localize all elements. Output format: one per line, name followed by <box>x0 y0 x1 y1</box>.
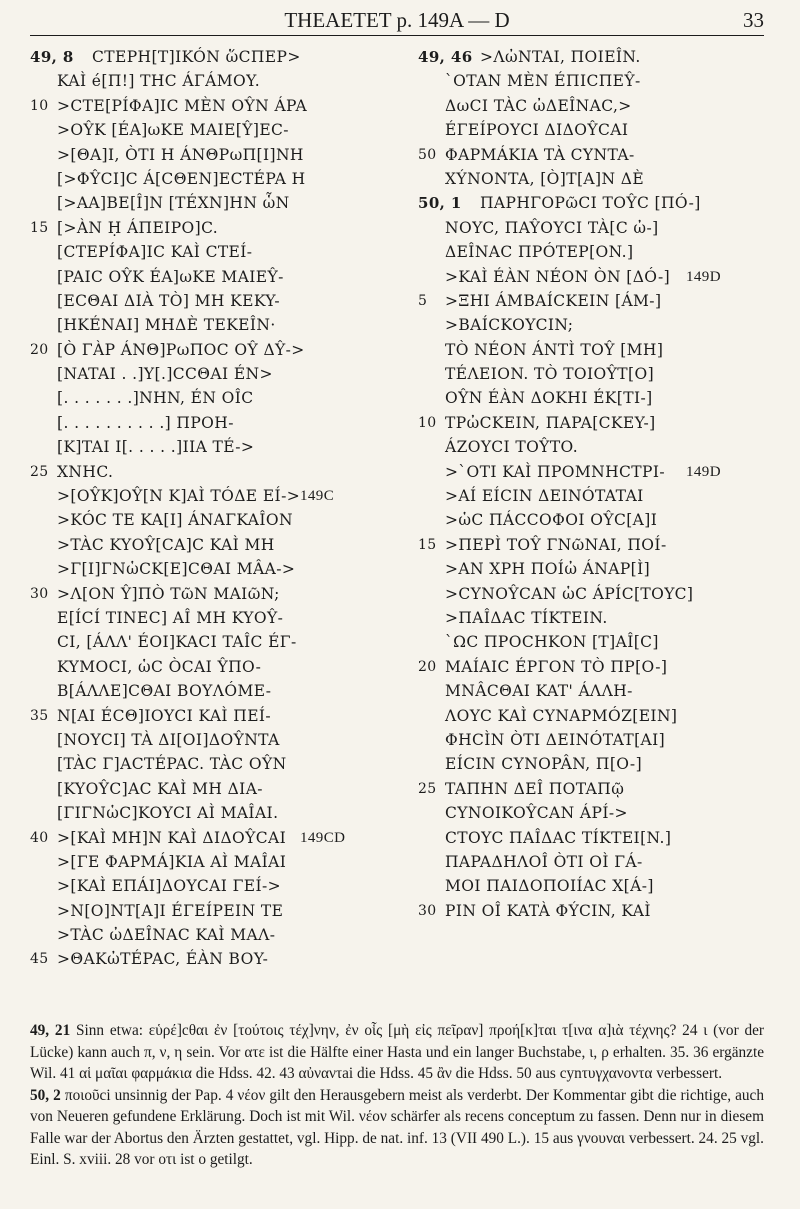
text-line <box>418 143 754 167</box>
apparatus-note <box>30 1020 764 1085</box>
line-text: [HKÉNAI] MHΔÈ TEKEÎN· <box>57 316 276 335</box>
line-text: >ΠEPÌ TOŶ ΓNῶNAI, ΠOÍ- <box>445 535 667 554</box>
line-text: ΦHCÌN ÒTI ΔEINÓTAT[AI] <box>445 730 666 749</box>
line-text: ÁZOYCI TOŶTO. <box>445 438 579 457</box>
text-line <box>418 69 754 93</box>
line-text: CI, [ÁΛΛ' ÉOI]KACI TAÎC ÉΓ- <box>57 633 297 652</box>
text-line <box>30 923 366 947</box>
line-text: [PAIC OŶK ÉA]ωKE MAIEŶ- <box>57 267 284 286</box>
text-line <box>30 508 366 532</box>
line-number: 40 <box>30 829 49 846</box>
line-number: 49, 46 <box>418 48 473 66</box>
text-line <box>418 240 754 264</box>
text-line <box>30 655 366 679</box>
note-reference: 50, 2 <box>30 1086 65 1104</box>
text-line <box>418 265 754 289</box>
line-text: ΠAPAΔHΛOÎ ÒTI OÌ ΓÁ- <box>445 852 643 871</box>
page-number: 33 <box>743 8 764 32</box>
text-line <box>30 386 366 410</box>
text-line <box>30 216 366 240</box>
text-line <box>30 826 366 850</box>
line-text: EÍCIN CYNOPÂN, Π[O-] <box>445 755 643 774</box>
running-title: THEAETET p. 149A — D <box>284 8 510 32</box>
text-line <box>30 850 366 874</box>
text-line <box>418 94 754 118</box>
line-text: >ΘAKὠTÉPAC, ÉÀN BOY- <box>57 950 269 969</box>
line-text: CTEPH[T]IKÓN ὥCΠEP> <box>92 48 301 66</box>
note-text: Sinn etwa: εὑρέ]cθαι ἐν [τούτοις τέχ]νην, ἐν οἷς [μὴ εἰς πεῖραν] προή[κ]ται τ[ινα α]ιὰ τέχνης? 24 ι (vor der Lücke) kann auch π, ν, η sein. Vor ατε ist die Hälfte einer Hasta und ein langer Buchstabe, ι, ρ erhalten. 35. 36 ergänzte Wil. 41 αἱ μαῖαι φαρμάκια die Hdss. 42. 43 αὐναντai die Hdss. 45 ἂν die Hdss. 50 aus cynτυγχανοντα verbessert. <box>30 1022 764 1082</box>
text-line <box>418 460 754 484</box>
text-line <box>418 313 754 337</box>
line-text: CYNOIKOŶCAN ÁPÍ-> <box>445 804 628 823</box>
text-line <box>418 679 754 703</box>
line-text: >TÀC KYOŶ[CA]C KAÌ MH <box>57 535 275 554</box>
stephanus-reference: 149CD <box>300 829 346 846</box>
text-line <box>30 582 366 606</box>
text-line <box>418 484 754 508</box>
note-reference: 49, 21 <box>30 1022 77 1039</box>
line-text: N[AI ÉCΘ]IOYCI KAÌ ΠEÍ- <box>57 706 272 725</box>
line-number: 50, 1 <box>418 194 462 213</box>
text-line <box>30 240 366 264</box>
text-line <box>418 533 754 557</box>
line-number: 30 <box>30 585 49 602</box>
line-text: MAÍAIC ÉPΓON TÒ ΠP[O-] <box>445 657 668 676</box>
line-text: [. . . . . . .]NHN, ÉN OÎC <box>57 389 254 408</box>
line-text: [NATAI . .]Y[.]CCΘAI ÉN> <box>57 365 273 384</box>
line-text: >KÓC TE KA[I] ÁNAΓKAÎON <box>57 511 293 530</box>
line-text: CTOYC ΠAÎΔAC TÍKTEI[N.] <box>445 828 672 847</box>
line-number: 50 <box>418 146 437 163</box>
text-line <box>30 533 366 557</box>
line-text: XNHC. <box>57 462 114 481</box>
line-text: >[KAÌ MH]N KAÌ ΔIΔOŶCAI <box>57 828 287 847</box>
line-text: ˋOTAN MÈN ÉΠICΠEŶ- <box>445 72 641 91</box>
line-text: >Λ[ON Ŷ]ΠÒ TῶN MAIῶN; <box>57 584 280 603</box>
line-text: >[ΘA]I, ÒTI H ÁNΘPωΠ[I]NH <box>57 145 304 164</box>
line-text: >[KAÌ EΠÁI]ΔOYCAI ΓEÍ-> <box>57 877 282 896</box>
text-line <box>418 704 754 728</box>
text-line <box>418 411 754 435</box>
papyrus-column-right <box>418 45 754 923</box>
line-text: OŶN ÉÀN ΔOKHI ÉK[TI-] <box>445 389 653 408</box>
line-text: ΛOYC KAÌ CYNAPMÓZ[EIN] <box>445 706 678 725</box>
line-text: >ˋOTI KAÌ ΠPOMNHCTPI- <box>445 462 666 481</box>
text-line <box>30 289 366 313</box>
line-text: [>ÀN Ḥ ÁΠEIPO]C. <box>57 218 219 237</box>
line-text: >OŶK [ÉA]ωKE MAIE[Ŷ]EC- <box>57 121 289 140</box>
line-text: >N[O]NT[A]I ÉΓEÍPEIN TE <box>57 901 284 920</box>
text-line <box>30 947 366 971</box>
text-line <box>30 704 366 728</box>
apparatus-note <box>30 1085 764 1171</box>
line-text: B[ÁΛΛE]CΘAI BOYΛÓME- <box>57 682 272 701</box>
text-line <box>30 484 366 508</box>
line-number: 15 <box>418 536 437 553</box>
text-line <box>30 752 366 776</box>
text-line <box>30 899 366 923</box>
line-number: 49, 8 <box>30 48 74 66</box>
line-number: 20 <box>418 658 437 675</box>
line-number: 25 <box>30 463 49 480</box>
stephanus-reference: 149D <box>686 268 721 285</box>
text-line <box>30 630 366 654</box>
line-text: [>AA]BE[Î]N [TÉXN]HN ὧN <box>57 194 290 213</box>
line-text: KAÌ é[Π!] THC ÁΓÁMOY. <box>57 72 261 91</box>
line-text: ΠAPHΓOPῶCI TOŶC [ΠÓ-] <box>480 194 701 213</box>
critical-apparatus <box>30 1020 764 1171</box>
line-text: NOYC, ΠAŶOYCI TÀ[C ὠ-] <box>445 218 659 237</box>
text-line <box>30 557 366 581</box>
line-text: [K]TAI I[. . . . .]IIA TÉ-> <box>57 438 255 457</box>
text-line <box>418 508 754 532</box>
text-line <box>30 265 366 289</box>
text-line <box>418 118 754 142</box>
text-line <box>418 386 754 410</box>
text-line <box>418 655 754 679</box>
line-text: TÒ NÉON ÁNTÌ TOŶ [MH] <box>445 340 664 359</box>
line-text: ˋΩC ΠPOCHKON [T]AÎ[C] <box>445 633 659 652</box>
line-text: TÉΛEION. TÒ TOIOŶT[O] <box>445 365 655 384</box>
line-text: >BAÍCKOYCIN; <box>445 316 574 335</box>
text-line <box>30 411 366 435</box>
text-line <box>418 728 754 752</box>
line-text: >ΞHI ÁMBAÍCKEIN [ÁM-] <box>445 291 662 310</box>
line-text: >ΛὠNTAI, ΠOIEÎN. <box>480 48 641 66</box>
text-line <box>30 94 366 118</box>
line-number: 15 <box>30 219 49 236</box>
line-text: [TÀC Γ]ACTÉPAC. TÀC OŶN <box>57 755 287 774</box>
text-line <box>30 435 366 459</box>
line-number: 45 <box>30 951 49 968</box>
note-text: ποιοῦci unsinnig der Pap. 4 νέον gilt den Herausgebern meist als verderbt. Der Kommentar gibt die richtige, auch von Neueren gefundene Erklärung. Doch ist mit Wil. νέον schärfer als recens conceptum zu fassen. Denn nur in diesem Falle war der Abortus den Ärzten gestattet, vgl. Hipp. de nat. inf. 13 (VII 490 L.). 15 aus γνουναι verbessert. 24. 25 vgl. Einl. S. xviii. 28 vor οτι ist ο getilgt. <box>30 1086 764 1168</box>
text-line <box>418 289 754 313</box>
line-text: PIN OÎ KATÀ ΦÝCIN, KAÌ <box>445 901 651 920</box>
line-number: 10 <box>418 414 437 431</box>
line-text: ÉΓEÍPOYCI ΔIΔOŶCAI <box>445 121 629 140</box>
line-text: [NOYCI] TÀ ΔI[OI]ΔOŶNTA <box>57 730 280 749</box>
line-text: [ΓIΓNὡC]KOYCI AÌ MAÎAI. <box>57 804 279 823</box>
line-number: 35 <box>30 707 49 724</box>
papyrus-column-left <box>30 45 366 972</box>
line-text: Ε[ÍCÍ TINEC] AÎ MH KYOŶ- <box>57 608 284 627</box>
line-text: >ΠAÎΔAC TÍKTEIN. <box>445 608 608 627</box>
text-line <box>30 460 366 484</box>
text-line <box>418 557 754 581</box>
line-text: ΔEÎNAC ΠPÓTEP[ON.] <box>445 243 634 262</box>
text-line <box>418 45 754 69</box>
header-rule <box>30 35 764 36</box>
text-line <box>418 801 754 825</box>
line-text: [. . . . . . . . . .] ΠPOH- <box>57 413 234 432</box>
line-text: TAΠHN ΔEÎ ΠOTAΠῷ <box>445 779 625 798</box>
stephanus-reference: 149D <box>686 463 721 480</box>
line-text: ΦAPMÁKIA TÀ CYNTA- <box>445 145 635 164</box>
line-number: 10 <box>30 97 49 114</box>
line-number: 20 <box>30 341 49 358</box>
line-text: MOI ΠAIΔOΠOIÍAC X[Á-] <box>445 877 654 896</box>
text-line <box>418 362 754 386</box>
text-line <box>30 143 366 167</box>
line-text: [Ò ΓÀP ÁNΘ]PωΠOC OŶ ΔŶ-> <box>57 340 305 359</box>
text-line <box>30 191 366 215</box>
line-number: 25 <box>418 780 437 797</box>
text-line <box>418 435 754 459</box>
text-line <box>418 777 754 801</box>
text-line <box>418 606 754 630</box>
text-line <box>418 191 754 215</box>
text-line <box>30 45 366 69</box>
text-line <box>418 752 754 776</box>
line-number: 30 <box>418 902 437 919</box>
line-text: XÝNONTA, [Ò]T[A]N ΔÈ <box>445 169 645 188</box>
text-line <box>30 874 366 898</box>
text-line <box>30 69 366 93</box>
line-text: >[OŶK]OŶ[N K]AÌ TÓΔE EÍ-> <box>57 487 301 506</box>
text-line <box>418 899 754 923</box>
line-text: >TÀC ὠΔEÎNAC KAÌ MAΛ- <box>57 926 276 945</box>
line-text: KYMOCI, ὡC ÒCAI ŶΠO- <box>57 657 262 676</box>
line-text: [KYOŶC]AC KAÌ MH ΔIA- <box>57 779 263 798</box>
text-line <box>30 338 366 362</box>
line-text: [>ΦŶCI]C Á[CΘEN]ECTÉPA H <box>57 169 306 188</box>
line-text: >CYNOŶCAN ὡC ÁPÍC[TOYC] <box>445 584 694 603</box>
text-line <box>30 167 366 191</box>
line-text: >ὡC ΠÁCCOΦOI OŶC[A]I <box>445 511 658 530</box>
text-line <box>418 167 754 191</box>
text-line <box>418 216 754 240</box>
line-text: >Γ[I]ΓNὡCK[E]CΘAI MÂA-> <box>57 560 296 579</box>
text-line <box>30 313 366 337</box>
text-line <box>30 679 366 703</box>
text-line <box>418 582 754 606</box>
line-text: >[ΓE ΦAPMÁ]KIA AÌ MAÎAI <box>57 852 287 871</box>
text-line <box>30 362 366 386</box>
text-line <box>30 801 366 825</box>
text-line <box>418 338 754 362</box>
text-line <box>418 826 754 850</box>
text-line <box>418 630 754 654</box>
text-line <box>30 118 366 142</box>
line-text: >KAÌ ÉÀN NÉON ÒN [ΔÓ-] <box>445 267 671 286</box>
line-text: >AN XPH ΠOÍὠ ÁNAP[Ì] <box>445 560 651 579</box>
line-text: ΔωCI TÀC ὠΔEÎNAC,> <box>445 96 632 115</box>
line-text: >CTE[PÍΦA]IC MÈN OŶN ÁPA <box>57 96 308 115</box>
line-text: >AÍ EÍCIN ΔEINÓTATAI <box>445 487 644 506</box>
text-line <box>30 728 366 752</box>
text-line <box>30 777 366 801</box>
line-text: TPὠCKEIN, ΠAPA[CKEY-] <box>445 413 656 432</box>
stephanus-reference: 149C <box>300 488 335 505</box>
text-line <box>418 874 754 898</box>
line-text: [ECΘAI ΔIÀ TÒ] MH KEKY- <box>57 291 280 310</box>
line-text: MNÂCΘAI KAT' ÁΛΛH- <box>445 682 633 701</box>
running-header <box>30 0 764 36</box>
text-line <box>418 850 754 874</box>
line-text: [CTEPÍΦA]IC KAÌ CTEÍ- <box>57 243 253 262</box>
line-number: 5 <box>418 292 428 309</box>
text-line <box>30 606 366 630</box>
